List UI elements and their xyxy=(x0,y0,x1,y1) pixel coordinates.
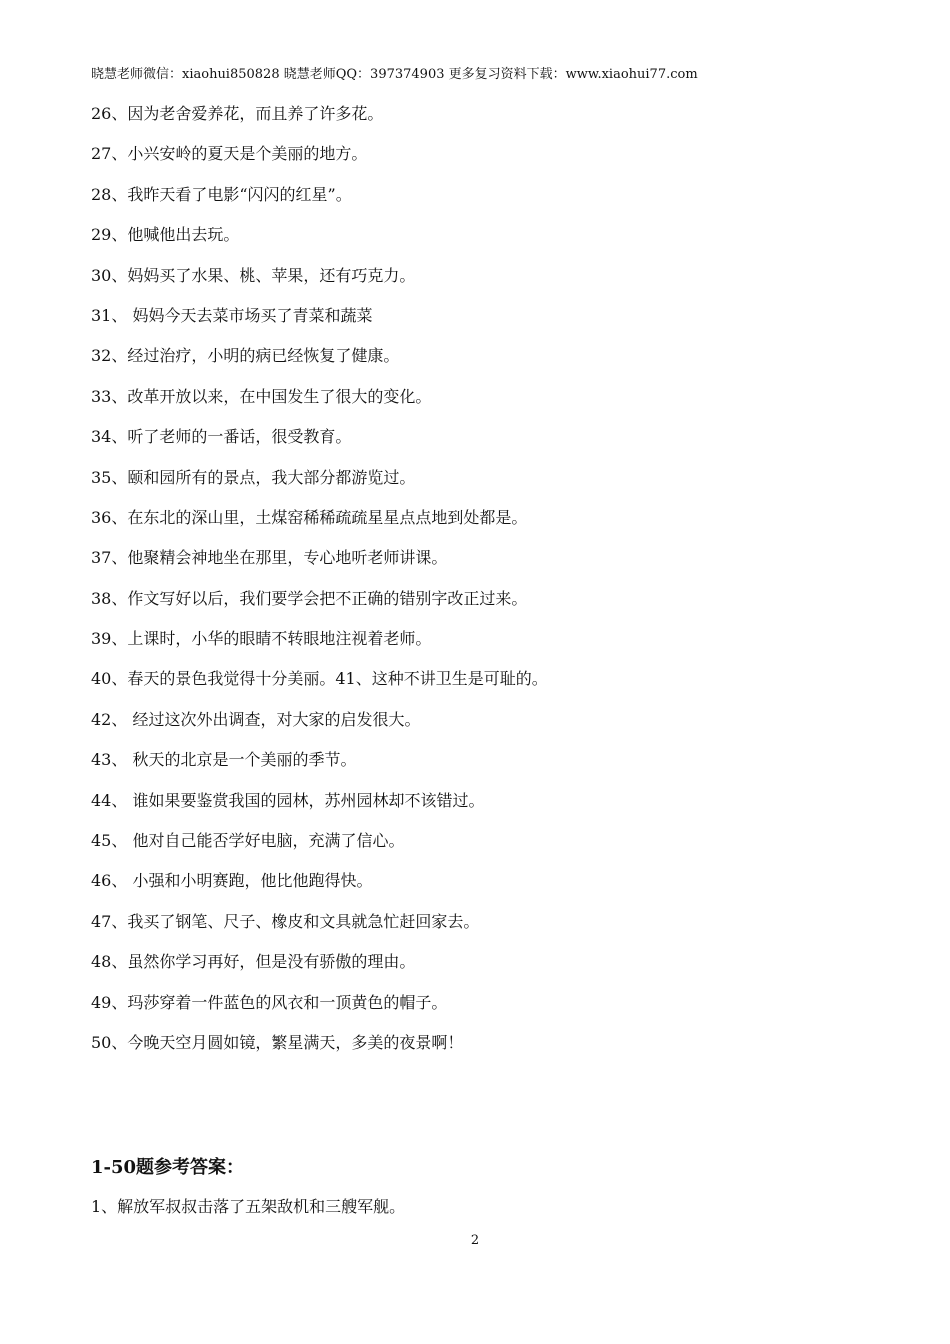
question-45: 45、 他对自己能否学好电脑，充满了信心。 xyxy=(91,831,405,851)
question-46: 46、 小强和小明赛跑，他比他跑得快。 xyxy=(91,871,373,891)
question-34: 34、听了老师的一番话，很受教育。 xyxy=(91,427,352,447)
question-31: 31、 妈妈今天去菜市场买了青菜和蔬菜 xyxy=(91,305,373,325)
question-29: 29、他喊他出去玩。 xyxy=(91,225,240,245)
question-37: 37、他聚精会神地坐在那里，专心地听老师讲课。 xyxy=(91,548,448,568)
question-28: 28、我昨天看了电影“闪闪的红星”。 xyxy=(91,184,352,204)
question-35: 35、颐和园所有的景点，我大部分都游览过。 xyxy=(91,467,416,487)
question-38: 38、作文写好以后，我们要学会把不正确的错别字改正过来。 xyxy=(91,588,528,608)
question-47: 47、我买了钢笔、尺子、橡皮和文具就急忙赶回家去。 xyxy=(91,911,480,931)
page-header: 晓慧老师微信：xiaohui850828 晓慧老师QQ：397374903 更多复习资料下载：www.xiaohui77.com xyxy=(91,67,698,82)
question-30: 30、妈妈买了水果、桃、苹果，还有巧克力。 xyxy=(91,265,416,285)
question-44: 44、 谁如果要鉴赏我国的园林，苏州园林却不该错过。 xyxy=(91,790,485,810)
question-32: 32、经过治疗，小明的病已经恢复了健康。 xyxy=(91,346,400,366)
question-48: 48、虽然你学习再好，但是没有骄傲的理由。 xyxy=(91,952,416,972)
question-33: 33、改革开放以来，在中国发生了很大的变化。 xyxy=(91,386,432,406)
question-36: 36、在东北的深山里，土煤窑稀稀疏疏星星点点地到处都是。 xyxy=(91,507,528,527)
question-42: 42、 经过这次外出调查，对大家的启发很大。 xyxy=(91,709,421,729)
answer-list xyxy=(91,1195,405,1219)
answer-1: 1、解放军叔叔击落了五架敌机和三艘军舰。 xyxy=(91,1197,406,1216)
page-number: 2 xyxy=(470,1233,480,1248)
answer-heading: 1-50题参考答案： xyxy=(91,1157,245,1178)
question-26: 26、因为老舍爱养花，而且养了许多花。 xyxy=(91,104,384,123)
question-list xyxy=(91,102,891,1071)
question-40-41: 40、春天的景色我觉得十分美丽。41、这种不讲卫生是可耻的。 xyxy=(91,669,548,689)
question-50: 50、今晚天空月圆如镜，繁星满天，多美的夜景啊！ xyxy=(91,1032,464,1052)
question-49: 49、玛莎穿着一件蓝色的风衣和一顶黄色的帽子。 xyxy=(91,992,448,1012)
question-39: 39、上课时，小华的眼睛不转眼地注视着老师。 xyxy=(91,629,432,649)
question-27: 27、小兴安岭的夏天是个美丽的地方。 xyxy=(91,144,368,164)
question-43: 43、 秋天的北京是一个美丽的季节。 xyxy=(91,750,357,770)
